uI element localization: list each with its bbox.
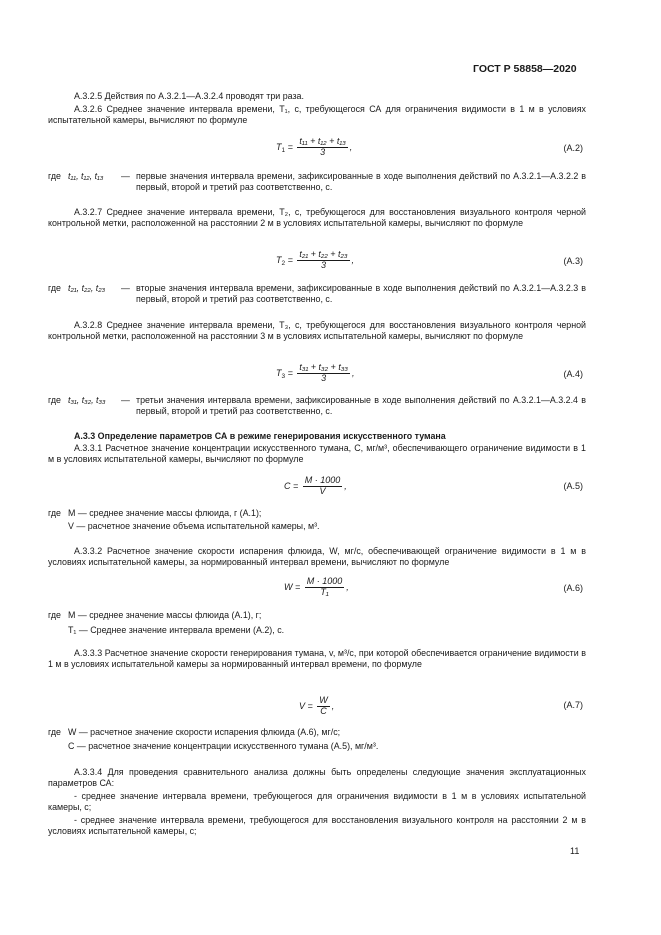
paragraph-a328: А.3.2.8 Среднее значение интервала времени, T₃, с, требующегося для восстановления визуального контроля черной контрольной метки, расположенной на расстоянии 3 м в условиях испытательной камеры, вычисляют по формуле	[48, 320, 586, 342]
where-label: где	[48, 171, 61, 181]
formula-number-a5: (А.5)	[563, 481, 583, 491]
where-label: где	[48, 508, 61, 518]
paragraph-a325: А.3.2.5 Действия по А.3.2.1—А.3.2.4 проводят три раза.	[74, 91, 304, 101]
where-symbols-a2: t₁₁, t₁₂, t₁₃	[68, 171, 104, 181]
paragraph-a327: А.3.2.7 Среднее значение интервала времени, T₂, с, требующегося для восстановления визуального контроля черной контрольной метки, расположенной на расстоянии 2 м в условиях испытательной камеры, вычисляют по формуле	[48, 207, 586, 229]
where-dash: —	[121, 171, 130, 181]
paragraph-a334: А.3.3.4 Для проведения сравнительного анализа должны быть определены следующие значения эксплуатационных параметров СА:	[48, 767, 586, 789]
where-label: где	[48, 395, 61, 405]
formula-number-a7: (А.7)	[563, 700, 583, 710]
section-heading-a33: А.3.3 Определение параметров СА в режиме генерирования искусственного тумана	[74, 431, 446, 441]
formula-a5: C = $\frac{M \cdot 1000}{V}$ ,	[284, 475, 347, 496]
formula-a3: $T_2$ = $\frac{\text{t₂₁ + t₂₂ + t₂₃}}{3}$ ,	[276, 249, 355, 270]
paragraph-a332: А.3.3.2 Расчетное значение скорости испарения флюида, W, мг/с, обеспечивающей ограничение видимости в 1 м в условиях испытательной камеры, за нормированный интервал времени, вычисляют по формуле	[48, 546, 586, 568]
where-text-a4: третьи значения интервала времени, зафиксированные в ходе выполнения действий по А.3.2.1—А.3.2.4 в первый, второй и третий раз соответственно, с.	[136, 395, 586, 417]
where-text-a5-m: M — среднее значение массы флюида, г (А.1);	[68, 508, 262, 518]
where-symbols-a4: t₃₁, t₃₂, t₃₃	[68, 395, 106, 405]
where-text-a3: вторые значения интервала времени, зафиксированные в ходе выполнения действий по А.3.2.1—А.3.2.3 в первый, второй и третий раз соответственно, с.	[136, 283, 586, 305]
page-number: 11	[570, 846, 580, 856]
where-text-a7-c: C — расчетное значение концентрации искусственного тумана (А.5), мг/м³.	[68, 741, 379, 751]
paragraph-a333: А.3.3.3 Расчетное значение скорости генерирования тумана, v, м³/с, при которой обеспечивается ограничение видимости в 1 м в условиях испытательной камеры за нормированный интервал времени, по формуле	[48, 648, 586, 670]
where-symbols-a3: t₂₁, t₂₂, t₂₃	[68, 283, 106, 293]
where-label: где	[48, 727, 61, 737]
formula-number-a6: (А.6)	[563, 583, 583, 593]
where-text-a7-w: W — расчетное значение скорости испарения флюида (А.6), мг/с;	[68, 727, 341, 737]
paragraph-a331: А.3.3.1 Расчетное значение концентрации искусственного тумана, С, мг/м³, обеспечивающего ограничение видимости в 1 м в условиях испытательной камеры, вычисляют по формуле	[48, 443, 586, 465]
where-dash: —	[121, 283, 130, 293]
where-text-a6-t: T₁ — Среднее значение интервала времени (А.2), с.	[68, 625, 285, 635]
paragraph-a326: А.3.2.6 Среднее значение интервала времени, T₁, с, требующегося СА для ограничения видимости в 1 м в условиях испытательной камеры, вычисляют по формуле	[48, 104, 586, 126]
formula-a2: $T_1$ = $\frac{\text{t₁₁ + t₁₂ + t₁₃}}{3}$ ,	[276, 136, 353, 157]
where-text-a5-v: V — расчетное значение объема испытательной камеры, м³.	[68, 521, 320, 531]
formula-a6: W = $\frac{M \cdot 1000}{\text{T₁}}$ ,	[284, 576, 349, 597]
formula-number-a3: (А.3)	[563, 256, 583, 266]
where-text-a6-m: M — среднее значение массы флюида (А.1), г;	[68, 610, 262, 620]
list-item: - среднее значение интервала времени, требующегося для восстановления визуального контроля на расстоянии 2 м в условиях испытательной камеры, с;	[48, 815, 586, 837]
where-text-a2: первые значения интервала времени, зафиксированные в ходе выполнения действий по А.3.2.1—А.3.2.2 в первый, второй и третий раз соответственно, с.	[136, 171, 586, 193]
list-item: - среднее значение интервала времени, требующегося для ограничения видимости в 1 м в условиях испытательной камеры, с;	[48, 791, 586, 813]
where-dash: —	[121, 395, 130, 405]
formula-a7: V = $\frac{W}{C}$ ,	[299, 695, 335, 716]
where-label: где	[48, 283, 61, 293]
formula-a4: $T_3$ = $\frac{\text{t₃₁ + t₃₂ + t₃₃}}{3}$ ,	[276, 362, 355, 383]
formula-number-a4: (А.4)	[563, 369, 583, 379]
document-header: ГОСТ Р 58858—2020	[473, 63, 577, 75]
formula-number-a2: (А.2)	[563, 143, 583, 153]
where-label: где	[48, 610, 61, 620]
